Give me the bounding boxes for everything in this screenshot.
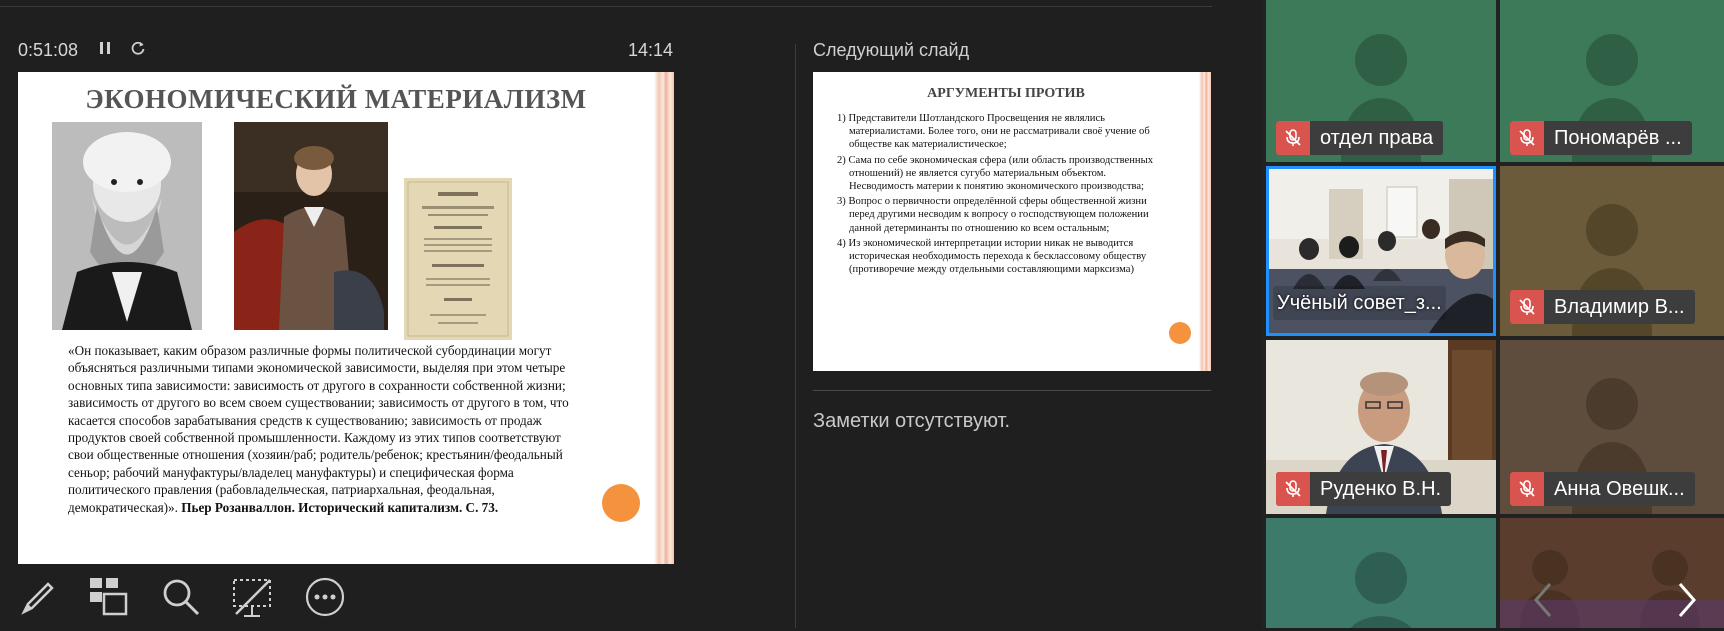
next-slide-item: 4) Из экономической интерпретации истории никак не выводится историческая необходимость перехода к бесклассовому обществу (противоречие между отдельными составляющими марксизма) bbox=[837, 237, 1147, 276]
slide-quote bbox=[68, 342, 588, 516]
speaker-notes: Заметки отсутствуют. bbox=[813, 410, 1011, 432]
participant-tile[interactable] bbox=[1500, 0, 1724, 162]
next-slide-title: АРГУМЕНТЫ ПРОТИВ bbox=[927, 86, 1085, 101]
quote-source: Пьер Розанваллон. Исторический капитализм. С. 73. bbox=[181, 499, 499, 515]
book-title-page-image bbox=[404, 178, 512, 340]
participant-tile[interactable] bbox=[1266, 518, 1496, 628]
previous-page-icon[interactable] bbox=[1528, 580, 1558, 631]
top-divider bbox=[0, 0, 1212, 7]
next-slide-label: Следующий слайд bbox=[813, 40, 970, 60]
muted-mic-icon bbox=[1276, 472, 1310, 506]
participant-name: Пономарёв ... bbox=[1554, 126, 1682, 149]
muted-mic-icon bbox=[1510, 290, 1544, 324]
black-screen-icon[interactable] bbox=[230, 574, 276, 620]
pause-icon[interactable] bbox=[98, 40, 112, 61]
portrait-image-2 bbox=[234, 122, 388, 330]
participant-name-tag bbox=[1273, 286, 1446, 320]
next-slide-accent-dot bbox=[1169, 322, 1191, 344]
pen-tool-icon[interactable] bbox=[16, 574, 62, 620]
next-slide-list bbox=[837, 112, 1167, 278]
elapsed-timer: 0:51:08 bbox=[18, 40, 79, 60]
participant-name: Руденко В.Н. bbox=[1320, 477, 1442, 500]
next-slide-item: 1) Представители Шотландского Просвещения не являлись материалистами. Более того, они не рассматривали своё учение об обществе как материалистическое; bbox=[837, 113, 1150, 151]
slide-accent-dot bbox=[602, 484, 640, 522]
muted-mic-icon bbox=[1510, 121, 1544, 155]
zoom-icon[interactable] bbox=[158, 574, 204, 620]
participant-grid bbox=[1262, 0, 1724, 628]
participant-tile[interactable] bbox=[1266, 340, 1496, 514]
more-options-icon[interactable] bbox=[302, 574, 348, 620]
participant-name: Анна Овешк... bbox=[1554, 477, 1685, 500]
participant-tile[interactable] bbox=[1266, 0, 1496, 162]
participant-name-tag bbox=[1510, 121, 1692, 155]
next-slide-preview[interactable] bbox=[813, 72, 1211, 371]
restart-timer-icon[interactable] bbox=[130, 40, 146, 61]
participant-name-tag bbox=[1510, 290, 1695, 324]
participant-tile[interactable] bbox=[1500, 166, 1724, 336]
participant-name: отдел права bbox=[1320, 126, 1434, 149]
next-slide-decorative-edge bbox=[1199, 72, 1211, 371]
muted-mic-icon bbox=[1276, 121, 1310, 155]
slide-decorative-edge bbox=[654, 72, 674, 564]
participant-tile[interactable] bbox=[1500, 340, 1724, 514]
participant-name-tag bbox=[1276, 121, 1443, 155]
participant-name-tag bbox=[1276, 472, 1451, 506]
next-page-icon[interactable] bbox=[1672, 580, 1702, 631]
next-slide-item: 3) Вопрос о первичности определённой сферы общественной жизни перед другими несводим к вопросу о господствующем положении данной детерминанты по отношению ко всем остальным; bbox=[837, 196, 1149, 234]
notes-divider bbox=[813, 390, 1211, 391]
participant-name: Учёный совет_з... bbox=[1277, 291, 1442, 314]
participant-name: Владимир В... bbox=[1554, 295, 1685, 318]
next-slide-item: 2) Сама по себе экономическая сфера (или область производственных отношений) не является сугубо материальным объектом. Несводимость материи к понятию экономического производства; bbox=[837, 154, 1153, 193]
quote-text: «Он показывает, каким образом различные формы политической субординации могут объясняться различными типами экономической зависимости, выделяя при этом четыре основных типа зависимости: зависимость от другого в сохранности собственной жизни; зависимость от другого во всем своем существовании; зависимость от другого в том, что касается способов зарабатывания средств к существованию; зависимость от продаж продуктов своей собственной промышленности. Каждому из этих типов соответствуют свои общественные отношения (хозяин/раб; родитель/ребенок; крестьянин/феодальный сеньор; рабочий мануфактуры/владелец мануфактуры) и специфическая форма политического правления (рабовладельческая, патриархальная, феодальная, демократическая)». bbox=[68, 343, 569, 515]
portrait-image-1 bbox=[52, 122, 202, 330]
slide-title: ЭКОНОМИЧЕСКИЙ МАТЕРИАЛИЗМ bbox=[85, 84, 587, 114]
participant-tile-active[interactable] bbox=[1266, 166, 1496, 336]
muted-mic-icon bbox=[1510, 472, 1544, 506]
current-slide bbox=[18, 72, 674, 564]
see-all-slides-icon[interactable] bbox=[86, 574, 132, 620]
current-time: 14:14 bbox=[628, 40, 674, 60]
participant-name-tag bbox=[1510, 472, 1695, 506]
panel-divider bbox=[795, 44, 796, 628]
